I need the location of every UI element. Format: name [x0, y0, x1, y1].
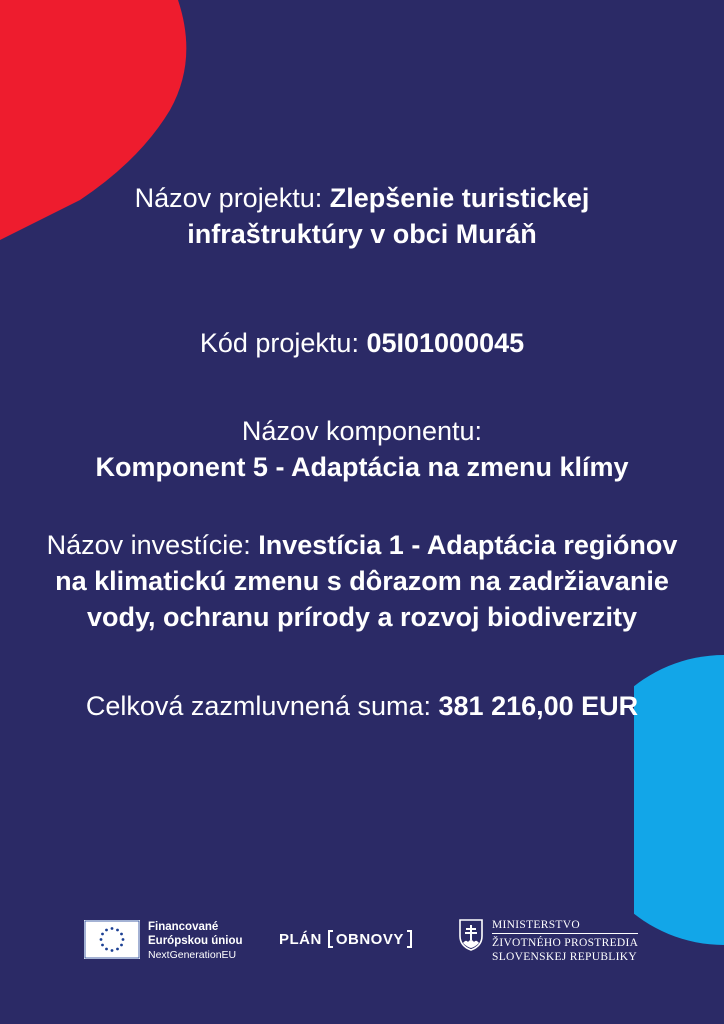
bracket-right-icon [407, 930, 412, 948]
ministry-line-1: MINISTERSTVO [492, 918, 638, 934]
investment-value-2: na klimatickú zmenu s dôrazom na zadržiavanie [55, 566, 669, 596]
project-code-label: Kód projektu: [199, 328, 359, 358]
project-title-label: Názov projektu: [134, 183, 323, 213]
eu-line-2: Európskou úniou [148, 935, 243, 947]
slovak-coat-of-arms-icon [458, 918, 484, 952]
eu-logo [84, 920, 243, 962]
eu-text [148, 920, 243, 962]
investment-value-3: vody, ochranu prírody a rozvoj biodiverzity [86, 602, 638, 632]
ministry-line-3: SLOVENSKEJ REPUBLIKY [492, 951, 637, 963]
component-label: Názov komponentu: [241, 416, 483, 446]
plan-obnovy-logo [279, 930, 412, 948]
project-code-value: 05I01000045 [366, 328, 525, 358]
investment-value-1: Investícia 1 - Adaptácia regiónov [258, 530, 678, 560]
project-title-value-1: Zlepšenie turistickej [329, 183, 590, 213]
bracket-left-icon [328, 930, 333, 948]
component-value: Komponent 5 - Adaptácia na zmenu klímy [95, 452, 629, 482]
investment-block [30, 527, 694, 635]
ministry-logo [458, 918, 638, 964]
plan-left-text: PLÁN [279, 930, 322, 948]
project-title-block [30, 180, 694, 252]
investment-label: Názov investície: [46, 530, 251, 560]
contract-sum-value: 381 216,00 EUR [438, 691, 639, 721]
eu-line-3: NextGenerationEU [148, 949, 237, 961]
plan-right-text: OBNOVY [335, 930, 404, 948]
contract-sum-label: Celková zazmluvnená suma: [85, 691, 431, 721]
component-block [30, 413, 694, 485]
ministry-line-2: ŽIVOTNÉHO PROSTREDIA [492, 937, 639, 949]
eu-flag-icon [84, 920, 140, 959]
contract-sum-block [30, 688, 694, 724]
project-code-block [30, 325, 694, 361]
project-title-value-2: infraštruktúry v obci Muráň [187, 219, 537, 249]
ministry-text [492, 918, 638, 964]
eu-line-1: Financované [148, 921, 219, 933]
footer-logos [0, 910, 724, 970]
